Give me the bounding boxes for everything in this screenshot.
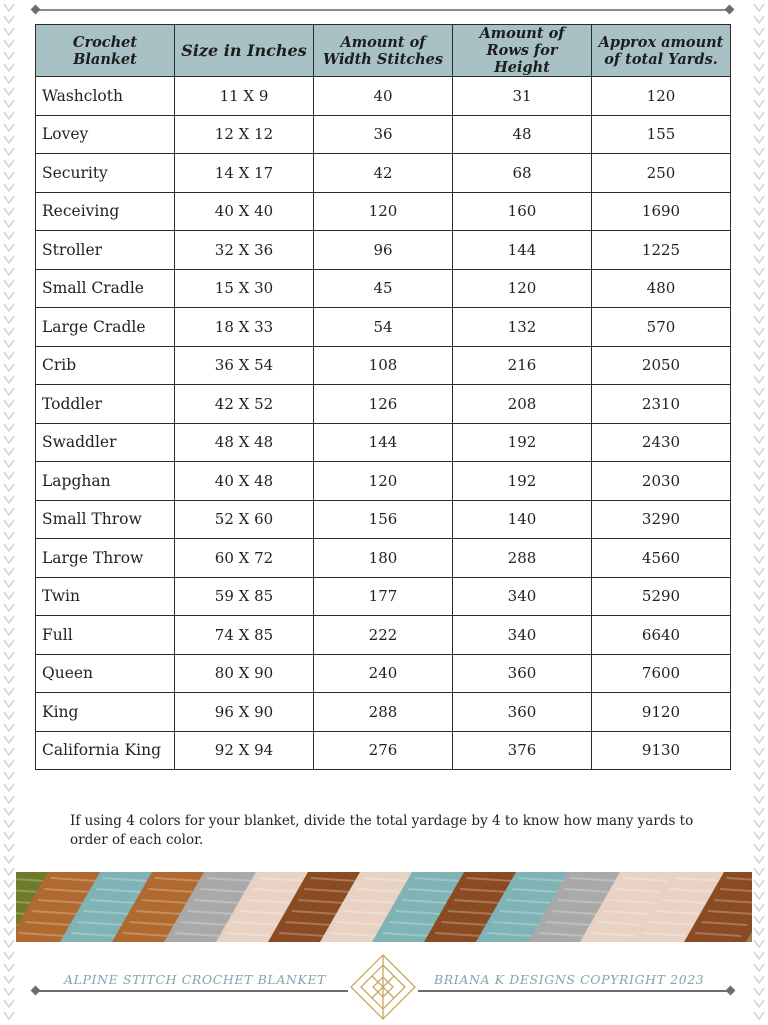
chevron-mark bbox=[4, 424, 14, 431]
chevron-mark bbox=[4, 784, 14, 791]
size-cell: 11 X 9 bbox=[175, 77, 314, 116]
chevron-mark bbox=[754, 460, 764, 467]
chevron-mark bbox=[754, 100, 764, 107]
crochet-texture-banner bbox=[16, 872, 752, 942]
chevron-mark bbox=[4, 76, 14, 83]
size-cell: 36 X 54 bbox=[175, 346, 314, 385]
chevron-mark bbox=[4, 364, 14, 371]
chevron-mark bbox=[754, 316, 764, 323]
size-cell: 14 X 17 bbox=[175, 154, 314, 193]
blanket-name-cell: Full bbox=[36, 616, 175, 655]
chevron-mark bbox=[4, 916, 14, 923]
chevron-mark bbox=[4, 952, 14, 959]
chevron-mark bbox=[754, 880, 764, 887]
rows-height-cell: 48 bbox=[453, 115, 592, 154]
chevron-mark bbox=[4, 496, 14, 503]
chevron-mark bbox=[4, 112, 14, 119]
width-stitches-cell: 96 bbox=[314, 231, 453, 270]
size-cell: 92 X 94 bbox=[175, 731, 314, 770]
width-stitches-cell: 45 bbox=[314, 269, 453, 308]
chevron-mark bbox=[4, 412, 14, 419]
size-cell: 52 X 60 bbox=[175, 500, 314, 539]
table-row bbox=[36, 192, 731, 231]
chevron-mark bbox=[4, 544, 14, 551]
chevron-mark bbox=[4, 628, 14, 635]
chevron-mark bbox=[754, 52, 764, 59]
chevron-mark bbox=[754, 136, 764, 143]
chevron-mark bbox=[754, 448, 764, 455]
size-cell: 18 X 33 bbox=[175, 308, 314, 347]
table-row bbox=[36, 385, 731, 424]
width-stitches-cell: 240 bbox=[314, 654, 453, 693]
chevron-mark bbox=[754, 664, 764, 671]
chevron-mark bbox=[754, 280, 764, 287]
chevron-mark bbox=[754, 844, 764, 851]
chevron-mark bbox=[754, 256, 764, 263]
chevron-mark bbox=[754, 628, 764, 635]
color-yardage-note: If using 4 colors for your blanket, divide the total yardage by 4 to know how many yards to order of each color. bbox=[70, 813, 694, 848]
chevron-mark bbox=[4, 856, 14, 863]
total-yards-cell: 155 bbox=[592, 115, 731, 154]
top-rule bbox=[36, 9, 729, 11]
chevron-mark bbox=[4, 868, 14, 875]
diamond-logo-icon bbox=[349, 953, 417, 1021]
size-cell: 60 X 72 bbox=[175, 539, 314, 578]
chevron-mark bbox=[754, 952, 764, 959]
chevron-mark bbox=[4, 664, 14, 671]
chevron-mark bbox=[754, 652, 764, 659]
table-row bbox=[36, 693, 731, 732]
chevron-mark bbox=[754, 148, 764, 155]
width-stitches-cell: 288 bbox=[314, 693, 453, 732]
total-yards-cell: 3290 bbox=[592, 500, 731, 539]
rows-height-cell: 68 bbox=[453, 154, 592, 193]
chevron-mark bbox=[4, 4, 14, 11]
table-row bbox=[36, 308, 731, 347]
total-yards-cell: 1225 bbox=[592, 231, 731, 270]
blanket-name-cell: Small Throw bbox=[36, 500, 175, 539]
chevron-mark bbox=[4, 592, 14, 599]
chevron-mark bbox=[754, 616, 764, 623]
chevron-mark bbox=[754, 856, 764, 863]
width-stitches-cell: 144 bbox=[314, 423, 453, 462]
chevron-mark bbox=[754, 184, 764, 191]
size-cell: 15 X 30 bbox=[175, 269, 314, 308]
chevron-mark bbox=[4, 64, 14, 71]
chevron-mark bbox=[754, 4, 764, 11]
footer-rule-left bbox=[36, 990, 348, 992]
width-stitches-cell: 54 bbox=[314, 308, 453, 347]
chevron-mark bbox=[754, 400, 764, 407]
chevron-mark bbox=[4, 448, 14, 455]
chevron-mark bbox=[754, 976, 764, 983]
chevron-mark bbox=[754, 916, 764, 923]
chevron-mark bbox=[4, 688, 14, 695]
chevron-mark bbox=[754, 724, 764, 731]
chevron-mark bbox=[4, 964, 14, 971]
chevron-mark bbox=[754, 796, 764, 803]
size-cell: 48 X 48 bbox=[175, 423, 314, 462]
rows-height-cell: 340 bbox=[453, 577, 592, 616]
width-stitches-cell: 120 bbox=[314, 462, 453, 501]
header-width-stitches: Amount of Width Stitches bbox=[314, 25, 453, 77]
chevron-mark bbox=[754, 868, 764, 875]
chevron-mark bbox=[4, 736, 14, 743]
table-row bbox=[36, 423, 731, 462]
chevron-mark bbox=[754, 1000, 764, 1007]
chevron-mark bbox=[4, 172, 14, 179]
chevron-mark bbox=[4, 880, 14, 887]
chevron-mark bbox=[4, 820, 14, 827]
table-row bbox=[36, 462, 731, 501]
size-cell: 32 X 36 bbox=[175, 231, 314, 270]
size-cell: 80 X 90 bbox=[175, 654, 314, 693]
chevron-mark bbox=[754, 940, 764, 947]
table-row bbox=[36, 115, 731, 154]
chevron-mark bbox=[754, 268, 764, 275]
blanket-name-cell: Receiving bbox=[36, 192, 175, 231]
chevron-mark bbox=[4, 988, 14, 995]
chevron-mark bbox=[754, 124, 764, 131]
blanket-name-cell: Swaddler bbox=[36, 423, 175, 462]
total-yards-cell: 2050 bbox=[592, 346, 731, 385]
chevron-mark bbox=[4, 280, 14, 287]
chevron-mark bbox=[754, 556, 764, 563]
chevron-mark bbox=[4, 904, 14, 911]
chevron-mark bbox=[754, 208, 764, 215]
size-cell: 12 X 12 bbox=[175, 115, 314, 154]
chevron-mark bbox=[4, 748, 14, 755]
chevron-mark bbox=[754, 472, 764, 479]
chevron-mark bbox=[4, 808, 14, 815]
chevron-mark bbox=[4, 316, 14, 323]
chevron-mark bbox=[754, 160, 764, 167]
chevron-mark bbox=[4, 88, 14, 95]
table-header-row bbox=[36, 25, 731, 77]
rows-height-cell: 216 bbox=[453, 346, 592, 385]
rows-height-cell: 340 bbox=[453, 616, 592, 655]
chevron-mark bbox=[4, 124, 14, 131]
chevron-mark bbox=[754, 964, 764, 971]
total-yards-cell: 120 bbox=[592, 77, 731, 116]
rows-height-cell: 144 bbox=[453, 231, 592, 270]
chevron-mark bbox=[4, 220, 14, 227]
rows-height-cell: 360 bbox=[453, 693, 592, 732]
blanket-name-cell: King bbox=[36, 693, 175, 732]
header-size-in-inches: Size in Inches bbox=[175, 25, 314, 77]
width-stitches-cell: 36 bbox=[314, 115, 453, 154]
chevron-mark bbox=[754, 784, 764, 791]
table-row bbox=[36, 539, 731, 578]
chevron-mark bbox=[754, 352, 764, 359]
chevron-mark bbox=[754, 520, 764, 527]
width-stitches-cell: 108 bbox=[314, 346, 453, 385]
chevron-mark bbox=[4, 160, 14, 167]
chevron-mark bbox=[4, 580, 14, 587]
size-cell: 42 X 52 bbox=[175, 385, 314, 424]
chevron-mark bbox=[754, 808, 764, 815]
chevron-mark bbox=[4, 640, 14, 647]
chevron-mark bbox=[4, 532, 14, 539]
table-row bbox=[36, 269, 731, 308]
chevron-mark bbox=[4, 52, 14, 59]
chevron-mark bbox=[754, 304, 764, 311]
width-stitches-cell: 276 bbox=[314, 731, 453, 770]
header-total-yards: Approx amount of total Yards. bbox=[592, 25, 731, 77]
chevron-mark bbox=[754, 712, 764, 719]
blanket-name-cell: Washcloth bbox=[36, 77, 175, 116]
blanket-name-cell: Large Throw bbox=[36, 539, 175, 578]
header-crochet-blanket: Crochet Blanket bbox=[36, 25, 175, 77]
footer-copyright: BRIANA K DESIGNS COPYRIGHT 2023 bbox=[434, 972, 705, 987]
chevron-mark bbox=[4, 208, 14, 215]
total-yards-cell: 250 bbox=[592, 154, 731, 193]
chevron-mark bbox=[754, 220, 764, 227]
total-yards-cell: 6640 bbox=[592, 616, 731, 655]
chevron-mark bbox=[4, 760, 14, 767]
chevron-mark bbox=[4, 136, 14, 143]
chevron-mark bbox=[754, 604, 764, 611]
chevron-mark bbox=[754, 820, 764, 827]
table-row bbox=[36, 346, 731, 385]
chevron-mark bbox=[754, 892, 764, 899]
rows-height-cell: 192 bbox=[453, 462, 592, 501]
chevron-mark bbox=[754, 40, 764, 47]
blanket-name-cell: Stroller bbox=[36, 231, 175, 270]
chevron-mark bbox=[4, 940, 14, 947]
chevron-mark bbox=[754, 676, 764, 683]
chevron-mark bbox=[754, 928, 764, 935]
chevron-mark bbox=[4, 796, 14, 803]
chevron-mark bbox=[754, 640, 764, 647]
chevron-mark bbox=[4, 460, 14, 467]
rows-height-cell: 376 bbox=[453, 731, 592, 770]
chevron-mark bbox=[4, 484, 14, 491]
chevron-mark bbox=[754, 592, 764, 599]
chevron-mark bbox=[4, 40, 14, 47]
chevron-mark bbox=[754, 340, 764, 347]
chevron-mark bbox=[754, 196, 764, 203]
chevron-mark bbox=[4, 832, 14, 839]
rows-height-cell: 192 bbox=[453, 423, 592, 462]
rows-height-cell: 31 bbox=[453, 77, 592, 116]
width-stitches-cell: 177 bbox=[314, 577, 453, 616]
size-cell: 59 X 85 bbox=[175, 577, 314, 616]
blanket-name-cell: Queen bbox=[36, 654, 175, 693]
blanket-name-cell: Toddler bbox=[36, 385, 175, 424]
chevron-mark bbox=[754, 580, 764, 587]
chevron-mark bbox=[4, 556, 14, 563]
total-yards-cell: 9120 bbox=[592, 693, 731, 732]
chevron-mark bbox=[754, 28, 764, 35]
size-cell: 74 X 85 bbox=[175, 616, 314, 655]
chevron-mark bbox=[4, 844, 14, 851]
rows-height-cell: 140 bbox=[453, 500, 592, 539]
chevron-mark bbox=[754, 16, 764, 23]
chevron-mark bbox=[754, 760, 764, 767]
chevron-mark bbox=[4, 928, 14, 935]
table-row bbox=[36, 731, 731, 770]
top-rule-right-diamond bbox=[725, 5, 735, 15]
chevron-mark bbox=[4, 724, 14, 731]
rows-height-cell: 360 bbox=[453, 654, 592, 693]
total-yards-cell: 1690 bbox=[592, 192, 731, 231]
chevron-mark bbox=[4, 700, 14, 707]
width-stitches-cell: 126 bbox=[314, 385, 453, 424]
chevron-mark bbox=[4, 268, 14, 275]
blanket-name-cell: Twin bbox=[36, 577, 175, 616]
rows-height-cell: 132 bbox=[453, 308, 592, 347]
chevron-mark bbox=[4, 472, 14, 479]
footer-left-diamond bbox=[31, 986, 41, 996]
chevron-mark bbox=[4, 196, 14, 203]
header-rows-for-height: Amount of Rows for Height bbox=[453, 25, 592, 77]
right-chevron-border bbox=[752, 0, 766, 1024]
chevron-mark bbox=[4, 652, 14, 659]
chevron-mark bbox=[754, 508, 764, 515]
chevron-mark bbox=[4, 256, 14, 263]
chevron-mark bbox=[754, 532, 764, 539]
chevron-mark bbox=[4, 28, 14, 35]
chevron-mark bbox=[4, 376, 14, 383]
table-row bbox=[36, 500, 731, 539]
footer-rule-right bbox=[418, 990, 730, 992]
blanket-name-cell: Crib bbox=[36, 346, 175, 385]
chevron-mark bbox=[754, 688, 764, 695]
chevron-mark bbox=[754, 748, 764, 755]
chevron-mark bbox=[4, 184, 14, 191]
chevron-mark bbox=[4, 508, 14, 515]
width-stitches-cell: 222 bbox=[314, 616, 453, 655]
rows-height-cell: 120 bbox=[453, 269, 592, 308]
chevron-mark bbox=[4, 16, 14, 23]
chevron-mark bbox=[754, 904, 764, 911]
chevron-mark bbox=[4, 388, 14, 395]
chevron-mark bbox=[754, 700, 764, 707]
chevron-mark bbox=[4, 148, 14, 155]
chevron-mark bbox=[754, 424, 764, 431]
total-yards-cell: 2030 bbox=[592, 462, 731, 501]
chevron-mark bbox=[4, 328, 14, 335]
width-stitches-cell: 42 bbox=[314, 154, 453, 193]
chevron-mark bbox=[754, 436, 764, 443]
chevron-mark bbox=[4, 292, 14, 299]
chevron-mark bbox=[4, 976, 14, 983]
chevron-mark bbox=[754, 328, 764, 335]
table-row bbox=[36, 577, 731, 616]
blanket-name-cell: Lovey bbox=[36, 115, 175, 154]
chevron-mark bbox=[754, 232, 764, 239]
chevron-mark bbox=[754, 772, 764, 779]
blanket-name-cell: Small Cradle bbox=[36, 269, 175, 308]
chevron-mark bbox=[754, 544, 764, 551]
blanket-name-cell: Security bbox=[36, 154, 175, 193]
total-yards-cell: 4560 bbox=[592, 539, 731, 578]
chevron-mark bbox=[4, 616, 14, 623]
chevron-mark bbox=[4, 1012, 14, 1019]
table-row bbox=[36, 154, 731, 193]
chevron-mark bbox=[4, 304, 14, 311]
total-yards-cell: 2430 bbox=[592, 423, 731, 462]
total-yards-cell: 570 bbox=[592, 308, 731, 347]
total-yards-cell: 7600 bbox=[592, 654, 731, 693]
table-row bbox=[36, 616, 731, 655]
blanket-name-cell: California King bbox=[36, 731, 175, 770]
width-stitches-cell: 156 bbox=[314, 500, 453, 539]
blanket-name-cell: Large Cradle bbox=[36, 308, 175, 347]
chevron-mark bbox=[4, 340, 14, 347]
chevron-mark bbox=[754, 364, 764, 371]
rows-height-cell: 288 bbox=[453, 539, 592, 578]
width-stitches-cell: 40 bbox=[314, 77, 453, 116]
chevron-mark bbox=[754, 484, 764, 491]
width-stitches-cell: 120 bbox=[314, 192, 453, 231]
chevron-mark bbox=[4, 244, 14, 251]
chevron-mark bbox=[754, 832, 764, 839]
chevron-mark bbox=[4, 352, 14, 359]
rows-height-cell: 208 bbox=[453, 385, 592, 424]
size-cell: 40 X 48 bbox=[175, 462, 314, 501]
width-stitches-cell: 180 bbox=[314, 539, 453, 578]
blanket-name-cell: Lapghan bbox=[36, 462, 175, 501]
chevron-mark bbox=[4, 772, 14, 779]
chevron-mark bbox=[754, 76, 764, 83]
chevron-mark bbox=[754, 736, 764, 743]
chevron-mark bbox=[4, 712, 14, 719]
footer-pattern-title: ALPINE STITCH CROCHET BLANKET bbox=[64, 972, 327, 987]
left-chevron-border bbox=[2, 0, 16, 1024]
chevron-mark bbox=[754, 376, 764, 383]
chevron-mark bbox=[754, 292, 764, 299]
total-yards-cell: 5290 bbox=[592, 577, 731, 616]
chevron-mark bbox=[4, 436, 14, 443]
chevron-mark bbox=[754, 496, 764, 503]
chevron-mark bbox=[754, 172, 764, 179]
chevron-mark bbox=[4, 232, 14, 239]
top-rule-left-diamond bbox=[31, 5, 41, 15]
table-row bbox=[36, 654, 731, 693]
blanket-size-table bbox=[35, 24, 730, 770]
chevron-mark bbox=[4, 100, 14, 107]
chevron-mark bbox=[754, 412, 764, 419]
chevron-mark bbox=[754, 388, 764, 395]
chevron-mark bbox=[4, 400, 14, 407]
chevron-mark bbox=[754, 64, 764, 71]
chevron-mark bbox=[754, 244, 764, 251]
table-row bbox=[36, 231, 731, 270]
chevron-mark bbox=[754, 88, 764, 95]
total-yards-cell: 9130 bbox=[592, 731, 731, 770]
chevron-mark bbox=[4, 1000, 14, 1007]
chevron-mark bbox=[4, 520, 14, 527]
chevron-mark bbox=[4, 892, 14, 899]
footer-right-diamond bbox=[726, 986, 736, 996]
size-cell: 40 X 40 bbox=[175, 192, 314, 231]
chevron-mark bbox=[754, 1012, 764, 1019]
table-row bbox=[36, 77, 731, 116]
chevron-mark bbox=[4, 604, 14, 611]
chevron-mark bbox=[754, 568, 764, 575]
chevron-mark bbox=[4, 676, 14, 683]
size-cell: 96 X 90 bbox=[175, 693, 314, 732]
chevron-mark bbox=[754, 112, 764, 119]
total-yards-cell: 480 bbox=[592, 269, 731, 308]
rows-height-cell: 160 bbox=[453, 192, 592, 231]
chevron-mark bbox=[4, 568, 14, 575]
total-yards-cell: 2310 bbox=[592, 385, 731, 424]
chevron-mark bbox=[754, 988, 764, 995]
